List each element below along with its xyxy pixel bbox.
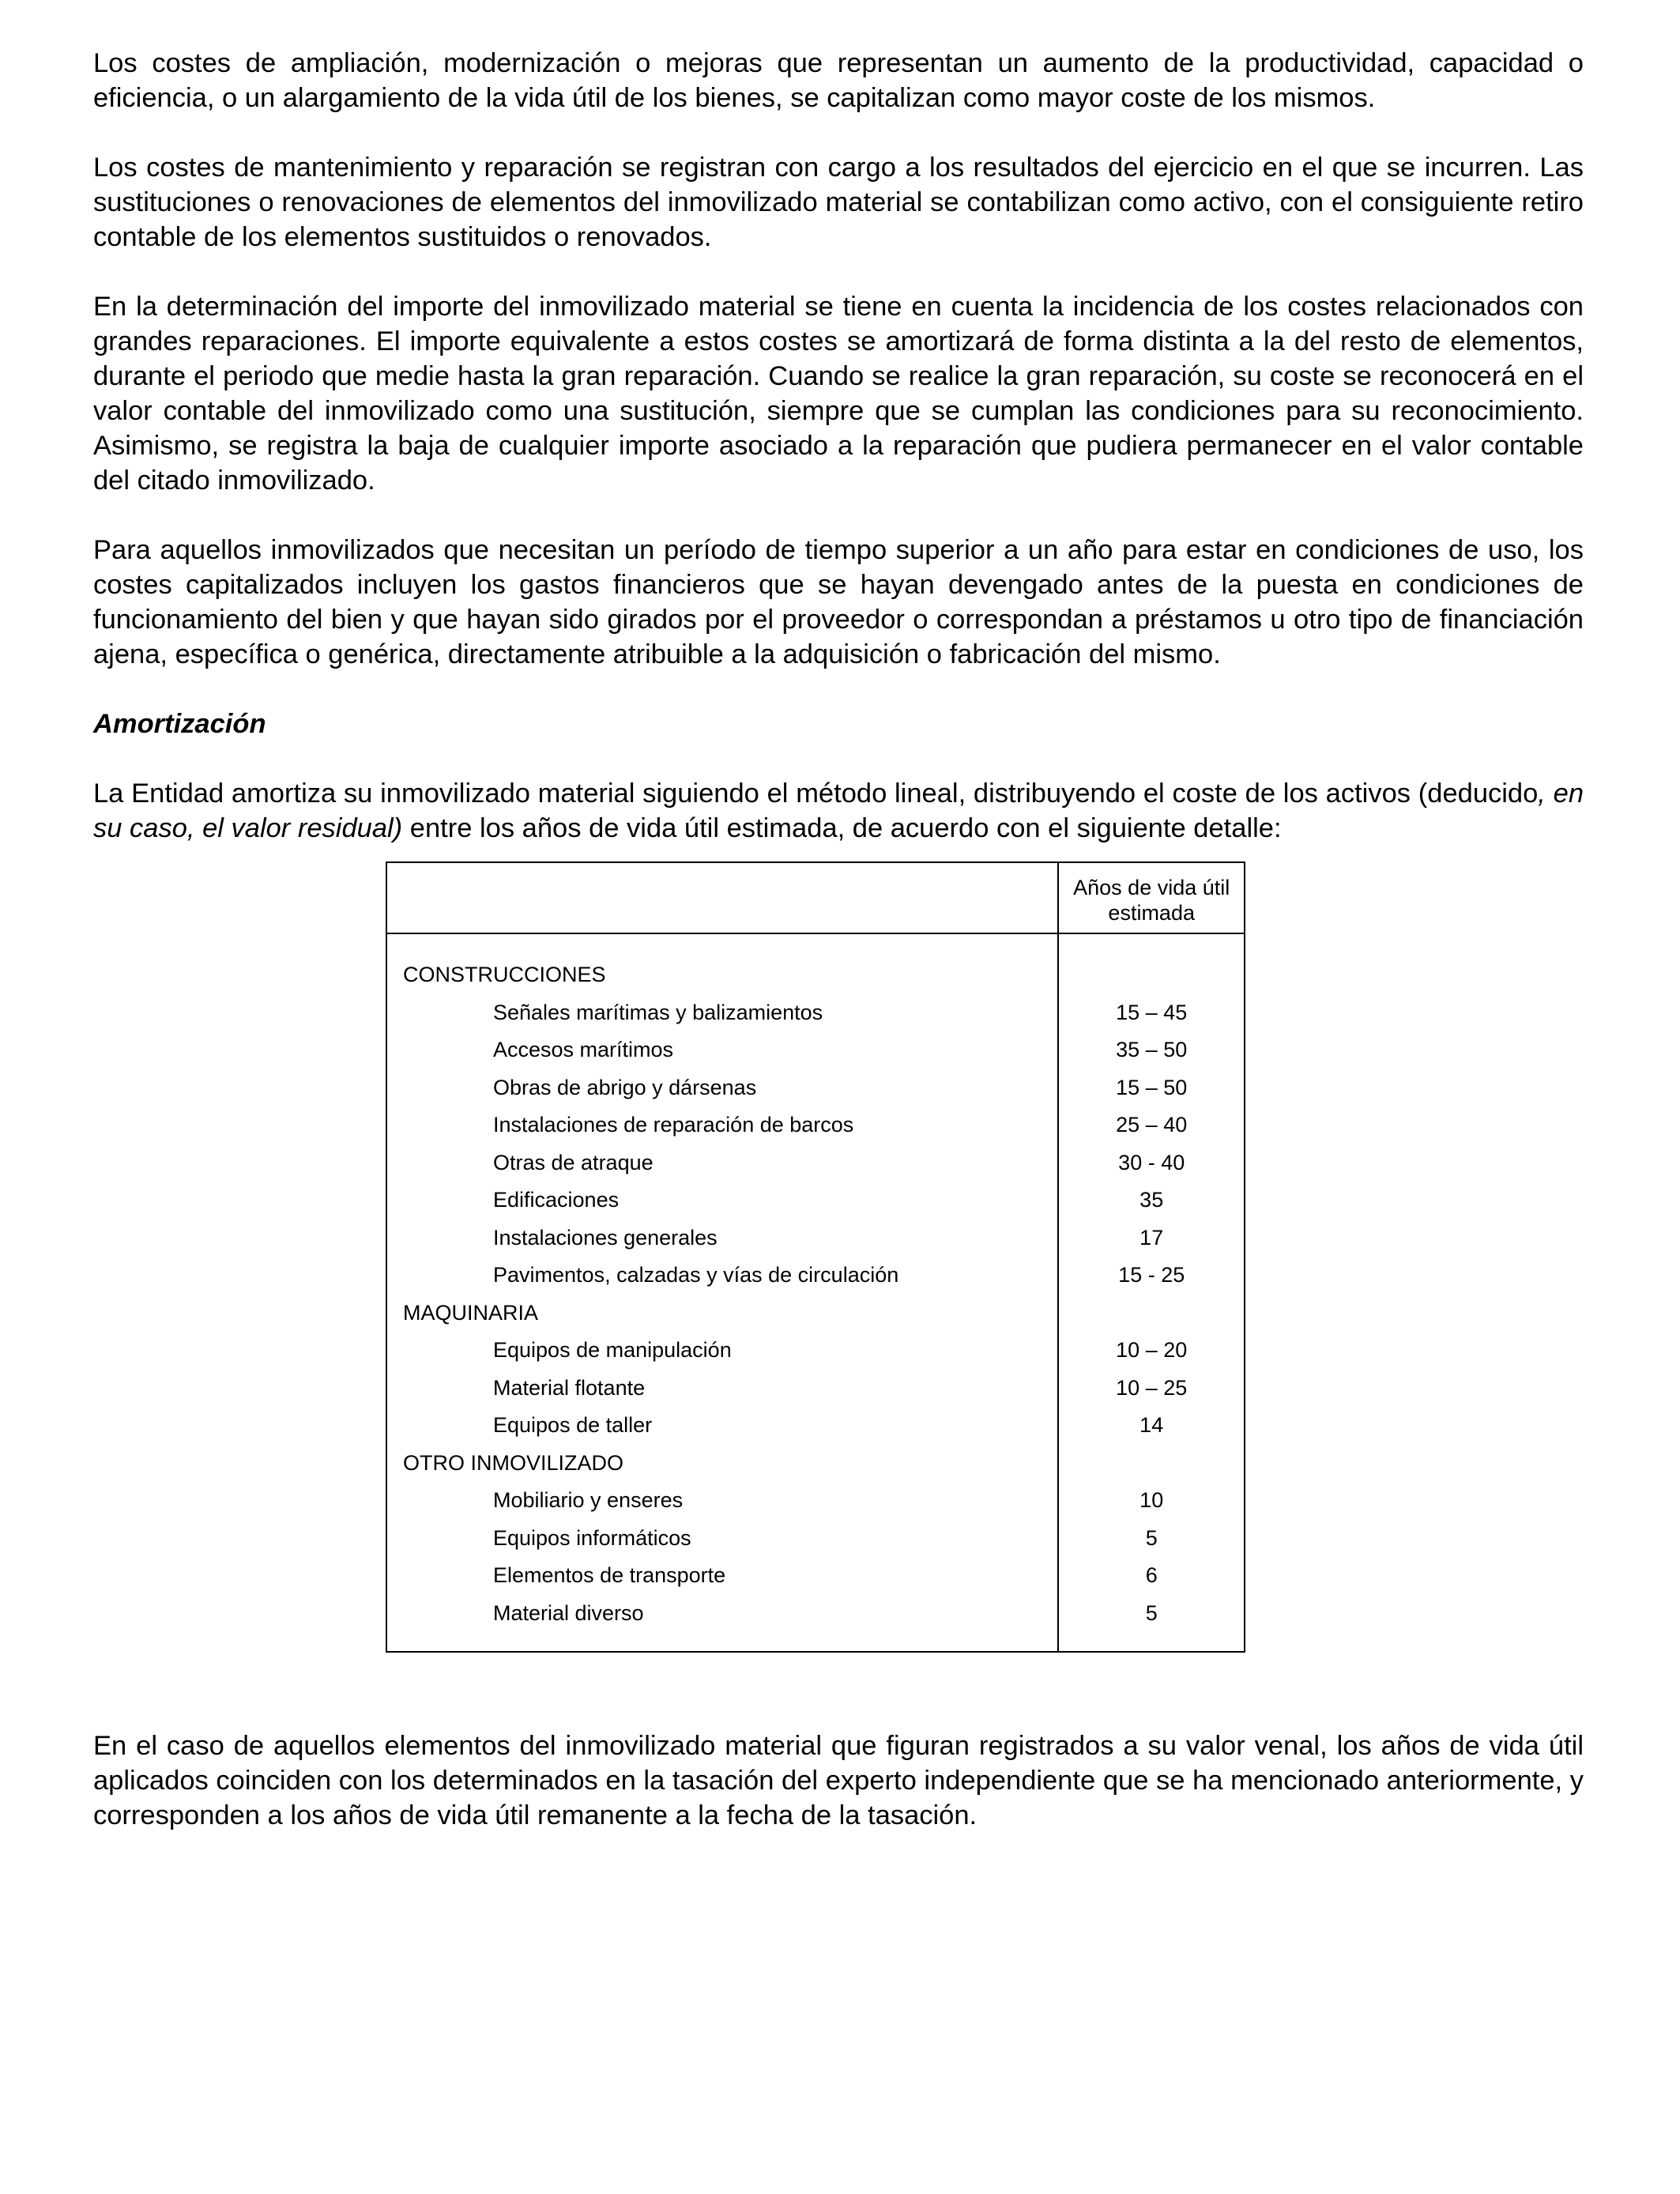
table-category-row: [386, 1445, 1245, 1483]
item-label: Pavimentos, calzadas y vías de circulación: [386, 1257, 1058, 1295]
item-label: Obras de abrigo y dársenas: [386, 1069, 1058, 1107]
table-spacer-row: [386, 933, 1245, 956]
table-row: [386, 1182, 1245, 1220]
metodo-lineal-text-italic: , en su caso, el valor residual): [93, 778, 1584, 843]
table-row: [386, 1595, 1245, 1633]
table-row: [386, 1144, 1245, 1182]
item-years: 30 - 40: [1118, 1150, 1185, 1174]
document-page: [93, 46, 1584, 1868]
table-row: [386, 1220, 1245, 1257]
table-row: [386, 1407, 1245, 1445]
table-end-spacer-row: [386, 1632, 1245, 1652]
table-header-years-cell: [1058, 862, 1245, 933]
category-years-empty: [1058, 956, 1245, 994]
table-row: [386, 1257, 1245, 1295]
item-label: Mobiliario y enseres: [386, 1482, 1058, 1520]
category-years-empty: [1058, 1295, 1245, 1333]
amortization-table-wrapper: [386, 861, 1245, 1653]
paragraph-metodo-lineal: [93, 776, 1584, 846]
table-header-years-line1: Años de vida útil: [1073, 876, 1230, 899]
item-years: 35 – 50: [1116, 1038, 1188, 1062]
table-row: [386, 994, 1245, 1032]
paragraph-mantenimiento: Los costes de mantenimiento y reparación se registran con cargo a los resultados del ejercicio en el que se incurren. Las sustituciones o renovaciones de elementos del inmovilizado material se contabilizan como activo, con el consiguiente retiro contable de los elementos sustituidos o renovados.: [93, 153, 1584, 252]
category-label: MAQUINARIA: [386, 1295, 1058, 1333]
item-label: Otras de atraque: [386, 1144, 1058, 1182]
category-years-empty: [1058, 1445, 1245, 1483]
metodo-lineal-text-2: entre los años de vida útil estimada, de acuerdo con el siguiente detalle:: [402, 813, 1282, 843]
item-years: 17: [1139, 1225, 1164, 1250]
table-row: [386, 1332, 1245, 1370]
table-row: [386, 1520, 1245, 1558]
metodo-lineal-text-1: La Entidad amortiza su inmovilizado material siguiendo el método lineal, distribuyendo el coste de los activos (deducido: [93, 778, 1539, 809]
item-label: Elementos de transporte: [386, 1557, 1058, 1595]
item-years: 5: [1145, 1525, 1158, 1550]
item-label: Accesos marítimos: [386, 1031, 1058, 1069]
item-years: 15 – 50: [1116, 1075, 1188, 1099]
item-years: 6: [1145, 1563, 1158, 1588]
item-label: Edificaciones: [386, 1182, 1058, 1220]
table-row: [386, 1370, 1245, 1408]
item-label: Equipos informáticos: [386, 1520, 1058, 1558]
table-category-row: [386, 956, 1245, 994]
table-row: [386, 1106, 1245, 1144]
paragraph-gastos-financieros: Para aquellos inmovilizados que necesitan un período de tiempo superior a un año para estar en condiciones de uso, los costes capitalizados incluyen los gastos financieros que se hayan devengado antes de la puesta en condiciones de funcionamiento del bien y que hayan sido girados por el proveedor o correspondan a préstamos u otro tipo de financiación ajena, específica o genérica, directamente atribuible a la adquisición o fabricación del mismo.: [93, 535, 1584, 669]
item-years: 35: [1139, 1188, 1164, 1212]
item-years: 5: [1145, 1600, 1158, 1625]
table-row: [386, 1482, 1245, 1520]
table-row: [386, 1557, 1245, 1595]
table-header-years-line2: estimada: [1108, 901, 1195, 925]
item-label: Material diverso: [386, 1595, 1058, 1633]
item-label: Señales marítimas y balizamientos: [386, 994, 1058, 1032]
table-row: [386, 1031, 1245, 1069]
table-category-row: [386, 1295, 1245, 1333]
item-years: 10 – 20: [1116, 1338, 1188, 1363]
amortization-table: [386, 861, 1245, 1653]
spacer-cell-years: [1058, 933, 1245, 956]
category-label: OTRO INMOVILIZADO: [386, 1445, 1058, 1483]
item-label: Instalaciones generales: [386, 1220, 1058, 1257]
item-label: Instalaciones de reparación de barcos: [386, 1106, 1058, 1144]
table-header-row: [386, 862, 1245, 933]
end-spacer-years: [1058, 1632, 1245, 1652]
item-years: 10: [1139, 1488, 1164, 1513]
category-label: CONSTRUCCIONES: [386, 956, 1058, 994]
item-years: 10 – 25: [1116, 1375, 1188, 1400]
end-spacer-label: [386, 1632, 1058, 1652]
item-years: 15 – 45: [1116, 1000, 1188, 1024]
item-label: Material flotante: [386, 1370, 1058, 1408]
table-row: [386, 1069, 1245, 1107]
item-label: Equipos de manipulación: [386, 1332, 1058, 1370]
item-years: 14: [1139, 1413, 1164, 1438]
paragraph-ampliacion: Los costes de ampliación, modernización o mejoras que representan un aumento de la productividad, capacidad o eficiencia, o un alargamiento de la vida útil de los bienes, se capitalizan como mayor coste de los mismos.: [93, 48, 1584, 113]
table-header-empty-cell: [386, 862, 1058, 933]
spacer-cell-label: [386, 933, 1058, 956]
item-label: Equipos de taller: [386, 1407, 1058, 1445]
paragraph-valor-venal: En el caso de aquellos elementos del inmovilizado material que figuran registrados a su valor venal, los años de vida útil aplicados coinciden con los determinados en la tasación del experto independiente que se ha mencionado anteriormente, y corresponden a los años de vida útil remanente a la fecha de la tasación.: [93, 1731, 1584, 1830]
item-years: 15 - 25: [1118, 1263, 1185, 1287]
item-years: 25 – 40: [1116, 1113, 1188, 1137]
paragraph-grandes-reparaciones: En la determinación del importe del inmovilizado material se tiene en cuenta la incidencia de los costes relacionados con grandes reparaciones. El importe equivalente a estos costes se amortizará de forma distinta a la del resto de elementos, durante el periodo que medie hasta la gran reparación. Cuando se realice la gran reparación, su coste se reconocerá en el valor contable del inmovilizado como una sustitución, siempre que se cumplan las condiciones para su reconocimiento. Asimismo, se registra la baja de cualquier importe asociado a la reparación que pudiera permanecer en el valor contable del citado inmovilizado.: [93, 292, 1584, 496]
section-heading-amortizacion: Amortización: [93, 709, 266, 739]
